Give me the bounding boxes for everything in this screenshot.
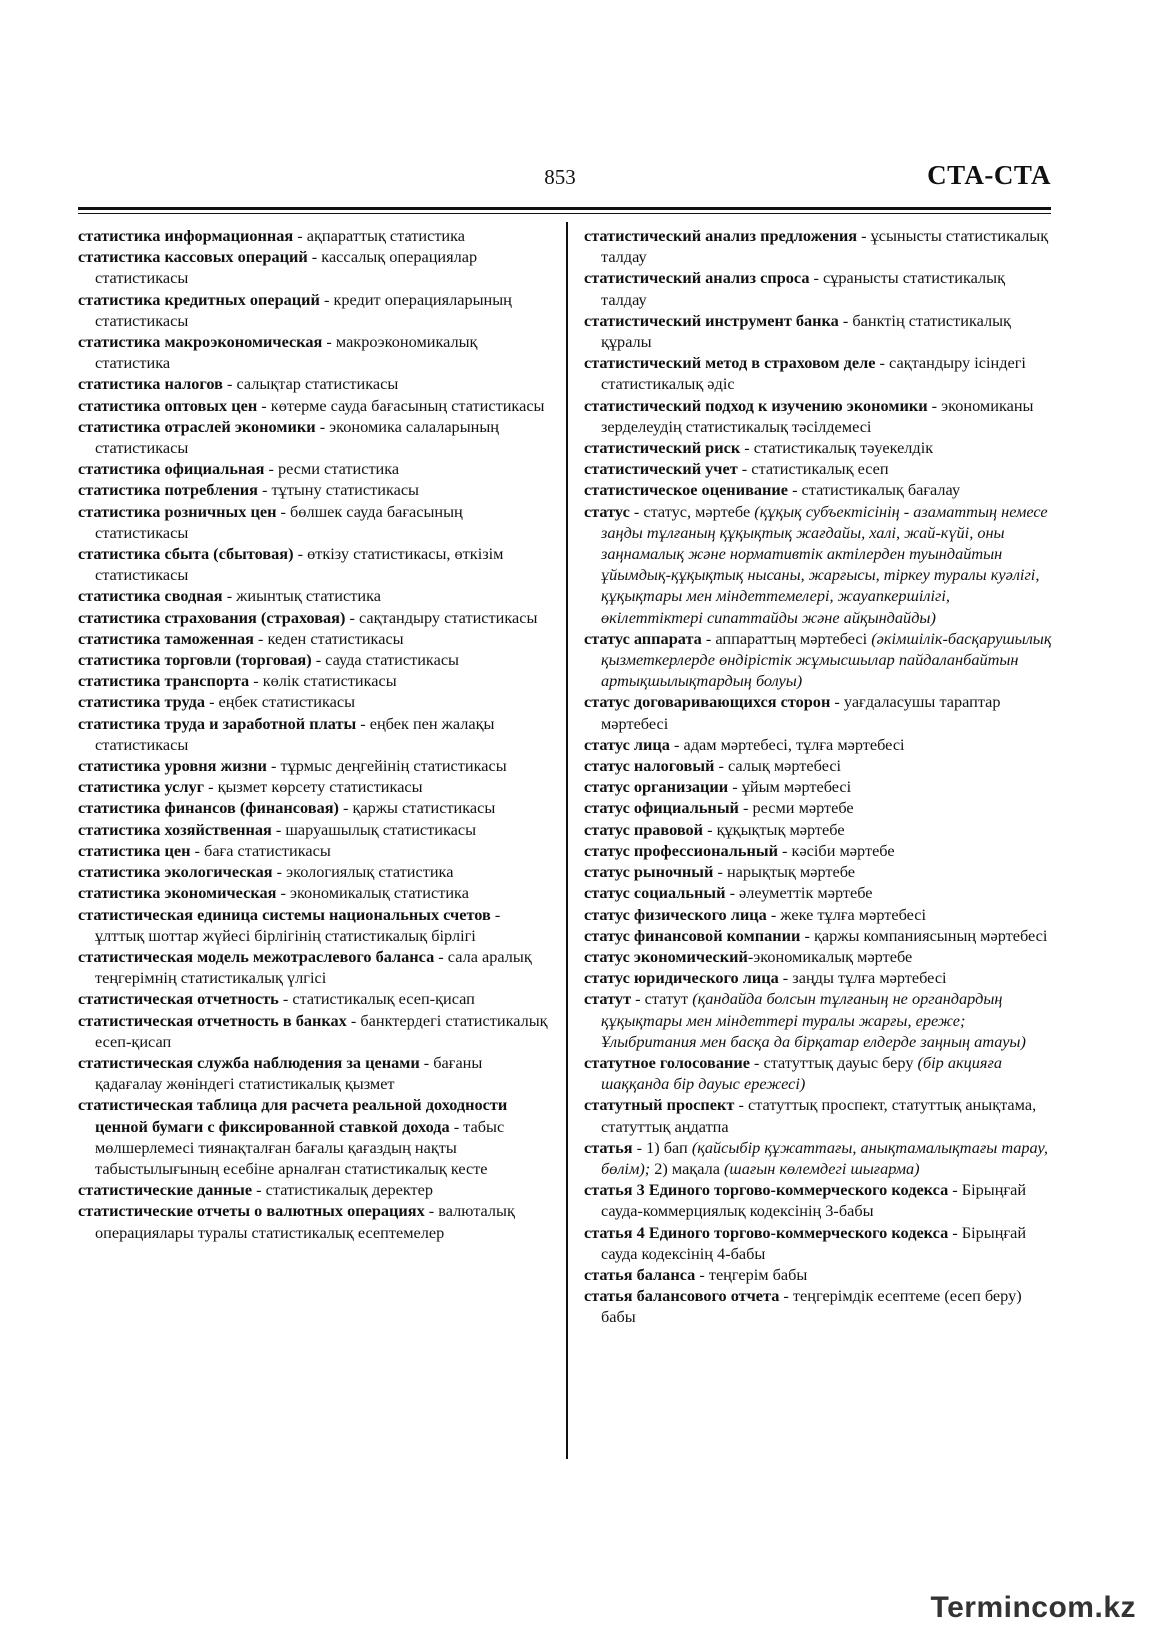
entry-term: статистическая отчетность xyxy=(78,989,279,1009)
entry-term: статут xyxy=(584,989,632,1009)
entry-term: статистическая отчетность в банках xyxy=(78,1010,347,1030)
entry-term: статья 3 Единого торгово-коммерческого кодекса xyxy=(584,1180,949,1200)
entry-translation: - салықтар статистикасы xyxy=(222,374,399,394)
entry-term: статистика кассовых операций xyxy=(78,247,308,267)
dictionary-entry xyxy=(584,1094,1052,1136)
entry-translation: - экономика салаларының статистикасы xyxy=(95,416,500,458)
entry-term: статистика уровня жизни xyxy=(78,756,267,776)
entry-term: статья баланса xyxy=(584,1264,696,1284)
entry-term: статистика торговли (торговая) xyxy=(78,650,312,670)
entry-translation: - сұранысты статистикалық талдау xyxy=(601,268,1006,309)
entry-translation: - ресми мәртебе xyxy=(738,798,854,818)
dictionary-entry xyxy=(78,755,551,776)
column-divider xyxy=(566,222,568,1459)
dictionary-entry xyxy=(584,797,1052,818)
entry-translation: - сауда статистикасы xyxy=(311,650,459,670)
page-number: 853 xyxy=(544,165,576,189)
entry-term: статистика сводная xyxy=(78,586,223,606)
entry-translation: - табыс мөлшерлемесі тиянақталған бағалы қағаздың нақты табыстылығының есебіне арналған статистикалық кесте xyxy=(95,1116,505,1178)
entry-term: статус финансовой компании xyxy=(584,925,801,945)
dictionary-entry xyxy=(78,946,551,988)
entry-term: статус лица xyxy=(584,734,670,754)
entry-translation: - теңгерімдік есептеме (есеп беру) бабы xyxy=(601,1286,1022,1327)
page-title: СТА-СТА xyxy=(927,160,1051,190)
entry-note: (қайсыбір құжаттағы, анықтамалықтағы тарау, бөлім); xyxy=(601,1137,1048,1178)
entry-translation: - бағаны қадағалау жөніндегі статистикалық қызмет xyxy=(95,1052,483,1094)
entry-note: (бір акцияға шаққанда бір дауыс ережесі) xyxy=(601,1052,1002,1094)
entry-note: (құқық субъектісінің - азаматтың немесе заңды тұлғаның құқықтық жағдайы, халі, жай-күйі, оны заңнамалық және нормативтік актілерден туындайтын ұйымдық-құқықтық нысаны, жарғысы, тіркеу туралы куәлігі, құқықтары мен міндеттемелері, жауапкершілігі, өкілеттіктері сипаттайды және айқындайды) xyxy=(601,501,1048,627)
entry-translation: - макроэкономикалық статистика xyxy=(95,332,478,373)
entry-translation: - кассалық операциялар статистикасы xyxy=(95,247,478,288)
entry-term: статистика услуг xyxy=(78,777,205,797)
entry-term: статус правовой xyxy=(584,819,704,839)
entry-term: статья 4 Единого торгово-коммерческого кодекса xyxy=(584,1222,949,1242)
dictionary-entry xyxy=(584,861,1052,882)
dictionary-entry xyxy=(78,797,551,818)
entry-term: статистический анализ предложения xyxy=(584,226,858,245)
dictionary-entry xyxy=(584,437,1052,458)
dictionary-entry xyxy=(78,395,551,416)
dictionary-entry xyxy=(78,1010,551,1052)
entry-term: статистика транспорта xyxy=(78,671,250,691)
entry-translation: - салық мәртебесі xyxy=(714,756,842,776)
entry-translation: - Бірыңғай сауда-коммерциялық кодексінің 3-бабы xyxy=(601,1180,1027,1221)
entry-translation: - ұлттық шоттар жүйесі бірлігінің статистикалық бірлігі xyxy=(95,904,501,945)
dictionary-entry xyxy=(78,1200,551,1242)
dictionary-entry xyxy=(584,1222,1052,1264)
entry-translation: - экологиялық статистика xyxy=(272,862,454,882)
dictionary-entry xyxy=(584,776,1052,797)
entry-term: статус физического лица xyxy=(584,904,767,924)
entry-term: статистический анализ спроса xyxy=(584,268,810,288)
entry-translation: - кәсіби мәртебе xyxy=(777,840,895,860)
entry-term: статистический метод в страховом деле xyxy=(584,353,876,373)
dictionary-entry xyxy=(584,267,1052,309)
entry-translation: - статут xyxy=(631,989,693,1009)
entry-term: статья xyxy=(584,1137,633,1157)
entry-term: статус налоговый xyxy=(584,756,715,776)
dictionary-entry xyxy=(584,946,1052,967)
dictionary-entry xyxy=(584,310,1052,352)
entry-translation: - нарықтық мәртебе xyxy=(713,862,856,882)
entry-translation: -экономикалық мәртебе xyxy=(747,946,913,966)
entry-translation: - ұсынысты статистикалық талдау xyxy=(601,226,1049,267)
right-column xyxy=(584,225,1052,1328)
entry-term: статус экономический xyxy=(584,946,748,966)
dictionary-entry xyxy=(78,246,551,288)
entry-term: статистика официальная xyxy=(78,459,265,479)
entry-term: статистический инструмент банка xyxy=(584,310,839,330)
entry-term: статус юридического лица xyxy=(584,968,779,988)
entry-translation: - еңбек статистикасы xyxy=(205,692,356,712)
entry-translation: - экономиканы зерделеудің статистикалық тәсілдемесі xyxy=(601,395,1034,436)
entry-translation: - тұтыну статистикасы xyxy=(257,480,420,500)
dictionary-entry xyxy=(78,628,551,649)
entry-translation: - Бірыңғай сауда кодексінің 4-бабы xyxy=(601,1222,1027,1263)
entry-translation: - шаруашылық статистикасы xyxy=(271,819,477,839)
dictionary-entry xyxy=(584,1264,1052,1285)
watermark-logo: Termincom.kz xyxy=(930,1591,1136,1624)
entry-translation: - статистикалық деректер xyxy=(252,1180,434,1200)
dictionary-entry xyxy=(584,395,1052,437)
dictionary-entry xyxy=(584,734,1052,755)
entry-translation: - статуттық дауыс беру xyxy=(749,1052,918,1072)
entry-term: статистика экологическая xyxy=(78,862,273,882)
entry-translation: - статистикалық есеп-қисап xyxy=(278,989,475,1009)
entry-translation: - 1) бап xyxy=(632,1137,692,1157)
entry-translation: - заңды тұлға мәртебесі xyxy=(778,968,947,988)
entry-translation: - қызмет көрсету статистикасы xyxy=(204,777,423,797)
entry-term: статутное голосование xyxy=(584,1052,750,1072)
entry-translation: - өткізу статистикасы, өткізім статистикасы xyxy=(95,544,504,585)
entry-translation: - статистикалық бағалау xyxy=(788,480,961,500)
entry-translation: - баға статистикасы xyxy=(190,840,331,860)
entry-translation: - кеден статистикасы xyxy=(253,628,404,648)
entry-term: статистическое оценивание xyxy=(584,480,788,500)
entry-term: статус рыночный xyxy=(584,862,714,882)
entry-term: статус организации xyxy=(584,777,729,797)
entry-note: (әкімшілік-басқарушылық қызметкерлерде өндірістік жұмысшылар пайдаланбайтын артықшылықтардың болуы) xyxy=(601,628,1052,691)
entry-translation: - әлеуметтік мәртебе xyxy=(725,883,873,903)
entry-note: (қандайда болсын тұлғаның не органдардың құқықтары мен міндеттері туралы жарғы, ереже; Ұлыбритания мен басқа да бірқатар елдерде заңның атауы) xyxy=(601,989,1026,1051)
dictionary-entry xyxy=(78,713,551,755)
entry-translation: - ақпараттық статистика xyxy=(293,226,466,245)
entry-term: статистический учет xyxy=(584,459,738,479)
entry-translation: - статистикалық тәуекелдік xyxy=(740,438,934,458)
entry-translation: - статуттық проспект, статуттық анықтама, статуттық аңдатпа xyxy=(601,1095,1037,1136)
dictionary-entry xyxy=(78,416,551,458)
dictionary-entry xyxy=(78,331,551,373)
entry-note: (шағын көлемдегі шығарма) xyxy=(724,1158,920,1178)
entry-term: статистический подход к изучению экономики xyxy=(584,395,928,415)
dictionary-entry xyxy=(78,691,551,712)
entry-term: статистика хозяйственная xyxy=(78,819,272,839)
dictionary-entry xyxy=(584,691,1052,733)
entry-term: статистика труда xyxy=(78,692,205,712)
entry-term: статья балансового отчета xyxy=(584,1286,780,1306)
entry-term: статистика отраслей экономики xyxy=(78,416,316,436)
entry-term: статистика сбыта (сбытовая) xyxy=(78,544,294,564)
entry-translation: - теңгерім бабы xyxy=(695,1264,808,1284)
entry-translation: - сала аралық теңгерімнің статистикалық үлгісі xyxy=(95,946,532,988)
entry-translation: - адам мәртебесі, тұлға мәртебесі xyxy=(669,734,905,754)
entry-translation: - көлік статистикасы xyxy=(249,671,397,691)
entry-term: статус xyxy=(584,501,630,521)
left-column xyxy=(78,225,551,1243)
entry-term: статистика макроэкономическая xyxy=(78,332,323,352)
entry-term: статистика розничных цен xyxy=(78,501,277,521)
dictionary-entry xyxy=(78,904,551,946)
entry-translation: - статистикалық есеп xyxy=(737,459,889,479)
dictionary-entry xyxy=(78,776,551,797)
dictionary-entry xyxy=(78,1179,551,1200)
dictionary-entry xyxy=(584,755,1052,776)
dictionary-entry xyxy=(78,543,551,585)
entry-translation: - жеке тұлға мәртебесі xyxy=(766,904,927,924)
entry-translation: - бөлшек сауда бағасының статистикасы xyxy=(95,501,463,542)
dictionary-entry xyxy=(584,967,1052,988)
entry-term: статистический риск xyxy=(584,438,741,458)
entry-translation: - көтерме сауда бағасының статистикасы xyxy=(257,395,545,415)
dictionary-entry xyxy=(78,1094,551,1179)
dictionary-entry xyxy=(78,988,551,1009)
dictionary-entry xyxy=(78,649,551,670)
entry-term: статутный проспект xyxy=(584,1095,735,1115)
entry-term: статистика финансов (финансовая) xyxy=(78,798,339,818)
entry-term: статус договаривающихся сторон xyxy=(584,692,831,712)
dictionary-entry xyxy=(78,501,551,543)
entry-term: статистика экономическая xyxy=(78,883,277,903)
dictionary-entry xyxy=(584,819,1052,840)
dictionary-entry xyxy=(584,225,1052,267)
entry-term: статистические данные xyxy=(78,1180,253,1200)
entry-term: статистические отчеты о валютных операциях xyxy=(78,1201,425,1221)
entry-term: статистика налогов xyxy=(78,374,223,394)
dictionary-entry xyxy=(584,352,1052,394)
dictionary-entry xyxy=(584,925,1052,946)
entry-translation: - құқықтық мәртебе xyxy=(703,819,845,839)
entry-translation: - статус, мәртебе xyxy=(629,501,755,521)
entry-term: статистика страхования (страховая) xyxy=(78,607,346,627)
dictionary-entry xyxy=(584,904,1052,925)
dictionary-entry xyxy=(584,458,1052,479)
entry-translation: - аппараттың мәртебесі xyxy=(701,628,872,648)
dictionary-entry xyxy=(584,479,1052,500)
dictionary-entry xyxy=(584,1052,1052,1094)
entry-translation: - сақтандыру статистикасы xyxy=(345,607,538,627)
dictionary-entry xyxy=(584,988,1052,1052)
dictionary-entry xyxy=(78,861,551,882)
entry-term: статистика оптовых цен xyxy=(78,395,258,415)
entry-term: статистическая таблица для расчета реальной доходности ценной бумаги с фиксированной ставкой дохода xyxy=(78,1095,508,1136)
dictionary-entry xyxy=(584,501,1052,628)
entry-term: статус аппарата xyxy=(584,628,702,648)
entry-translation: - банктердегі статистикалық есеп-қисап xyxy=(95,1010,548,1051)
dictionary-entry xyxy=(78,1052,551,1094)
entry-term: статистика информационная xyxy=(78,226,294,245)
entry-translation: - банктің статистикалық құралы xyxy=(601,310,1011,352)
entry-translation: - еңбек пен жалақы статистикасы xyxy=(95,713,495,754)
entry-translation: - тұрмыс деңгейінің статистикасы xyxy=(266,756,507,776)
dictionary-entry xyxy=(584,628,1052,692)
header-rule-thin xyxy=(78,213,1051,214)
dictionary-entry xyxy=(78,840,551,861)
entry-translation: - қаржы статистикасы xyxy=(338,798,496,818)
dictionary-entry xyxy=(584,1137,1052,1179)
entry-translation: 2) мақала xyxy=(650,1158,725,1178)
entry-translation: - уағдаласушы тараптар мәртебесі xyxy=(601,692,1001,733)
entry-term: статистика потребления xyxy=(78,480,258,500)
header-rule-thick xyxy=(78,207,1051,210)
entry-translation: - экономикалық статистика xyxy=(276,883,469,903)
entry-term: статистика таможенная xyxy=(78,628,254,648)
dictionary-entry xyxy=(584,1285,1052,1327)
entry-term: статистика труда и заработной платы xyxy=(78,713,357,733)
dictionary-entry xyxy=(78,225,551,246)
dictionary-entry xyxy=(78,670,551,691)
dictionary-entry xyxy=(78,607,551,628)
entry-term: статус официальный xyxy=(584,798,739,818)
entry-term: статус профессиональный xyxy=(584,840,778,860)
entry-translation: - жиынтық статистика xyxy=(222,586,381,606)
dictionary-entry xyxy=(584,840,1052,861)
dictionary-entry xyxy=(78,289,551,331)
entry-translation: - кредит операцияларының статистикасы xyxy=(95,289,512,330)
entry-translation: - валюталық операциялары туралы статистикалық есептемелер xyxy=(95,1201,515,1242)
entry-term: статистическая служба наблюдения за ценами xyxy=(78,1052,420,1072)
entry-translation: - ресми статистика xyxy=(264,459,400,479)
entry-term: статистика цен xyxy=(78,840,191,860)
entry-translation: - сақтандыру ісіндегі статистикалық әдіс xyxy=(601,353,1026,394)
dictionary-entry xyxy=(78,479,551,500)
dictionary-entry xyxy=(78,458,551,479)
dictionary-entry xyxy=(78,373,551,394)
dictionary-entry xyxy=(78,585,551,606)
entry-term: статистическая модель межотраслевого баланса xyxy=(78,946,435,966)
dictionary-entry xyxy=(584,1179,1052,1221)
entry-translation: - қаржы компаниясының мәртебесі xyxy=(800,925,1048,945)
entry-translation: - ұйым мәртебесі xyxy=(728,777,852,797)
entry-term: статистическая единица системы национальных счетов xyxy=(78,904,491,924)
entry-term: статистика кредитных операций xyxy=(78,289,320,309)
entry-term: статус социальный xyxy=(584,883,726,903)
dictionary-entry xyxy=(78,882,551,903)
dictionary-entry xyxy=(78,819,551,840)
dictionary-entry xyxy=(584,882,1052,903)
